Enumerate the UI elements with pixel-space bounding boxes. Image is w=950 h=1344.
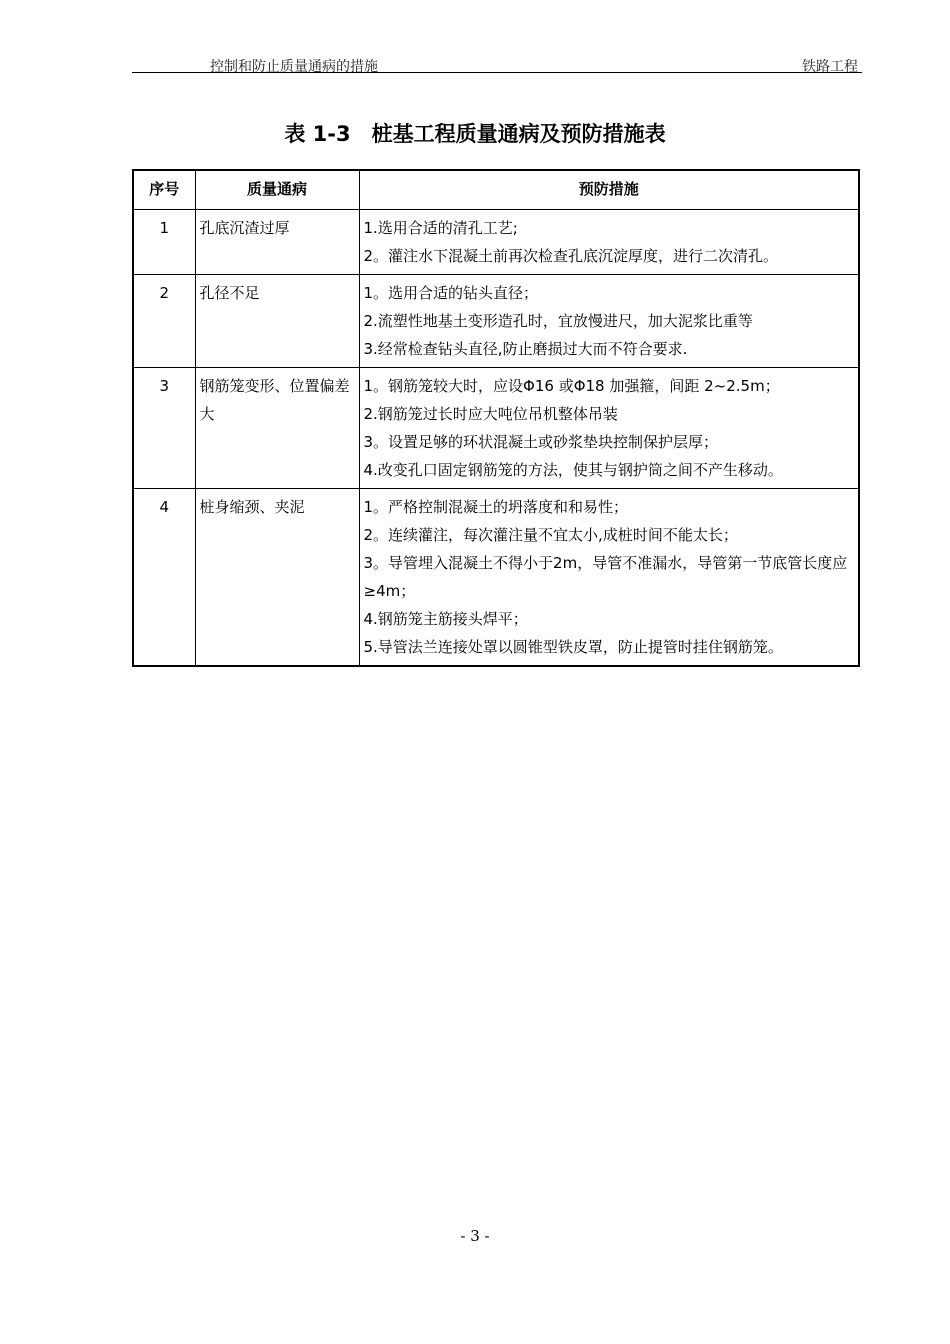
header-left-text: 控制和防止质量通病的措施: [210, 59, 378, 75]
measure-item: 1。钢筋笼较大时，应设Φ16 或Φ18 加强箍，间距 2~2.5m；: [363, 377, 780, 395]
header-right-text: 铁路工程: [802, 59, 858, 75]
row-issue: 孔底沉渣过厚: [195, 210, 359, 275]
table-header-row: [133, 170, 859, 210]
row-number: 3: [133, 368, 195, 489]
row-measures: [359, 489, 859, 667]
row-issue: 桩身缩颈、夹泥: [195, 489, 359, 667]
measure-item: 4.改变孔口固定钢筋笼的方法，使其与钢护筒之间不产生移动。: [363, 461, 783, 479]
row-measures: [359, 210, 859, 275]
table-row: [133, 368, 859, 489]
column-header-measures: 预防措施: [359, 170, 859, 210]
table-row: [133, 210, 859, 275]
measure-item: 3。设置足够的环状混凝土或砂浆垫块控制保护层厚；: [363, 433, 719, 451]
measure-item: 2.钢筋笼过长时应大吨位吊机整体吊装: [363, 405, 618, 423]
header-divider: [132, 72, 862, 73]
measure-item: 2。连续灌注，每次灌注量不宜太小,成桩时间不能太长；: [363, 526, 738, 544]
row-issue: 钢筋笼变形、位置偏差大: [195, 368, 359, 489]
row-issue: 孔径不足: [195, 275, 359, 368]
measure-item: 1.选用合适的清孔工艺;: [363, 219, 518, 237]
column-header-num: 序号: [133, 170, 195, 210]
row-measures: [359, 368, 859, 489]
measure-item: 1。选用合适的钻头直径；: [363, 284, 539, 302]
measures-table: [132, 169, 860, 667]
column-header-issue: 质量通病: [195, 170, 359, 210]
table-row: [133, 275, 859, 368]
row-measures: [359, 275, 859, 368]
table-title: 表 1-3 桩基工程质量通病及预防措施表: [284, 122, 666, 146]
measure-item: 3。导管埋入混凝土不得小于2m，导管不准漏水，导管第一节底管长度应≥4m；: [363, 554, 848, 600]
measure-item: 2。灌注水下混凝土前再次检查孔底沉淀厚度，进行二次清孔。: [363, 247, 779, 265]
measure-item: 2.流塑性地基土变形造孔时，宜放慢进尺，加大泥浆比重等: [363, 312, 753, 330]
row-number: 1: [133, 210, 195, 275]
table-row: [133, 489, 859, 667]
measure-item: 5.导管法兰连接处罩以圆锥型铁皮罩，防止提管时挂住钢筋笼。: [363, 638, 783, 656]
page-number: - 3 -: [460, 1227, 490, 1245]
measure-item: 3.经常检查钻头直径,防止磨损过大而不符合要求.: [363, 340, 688, 358]
row-number: 2: [133, 275, 195, 368]
measure-item: 1。严格控制混凝土的坍落度和和易性；: [363, 498, 629, 516]
row-number: 4: [133, 489, 195, 667]
measure-item: 4.钢筋笼主筋接头焊平；: [363, 610, 528, 628]
